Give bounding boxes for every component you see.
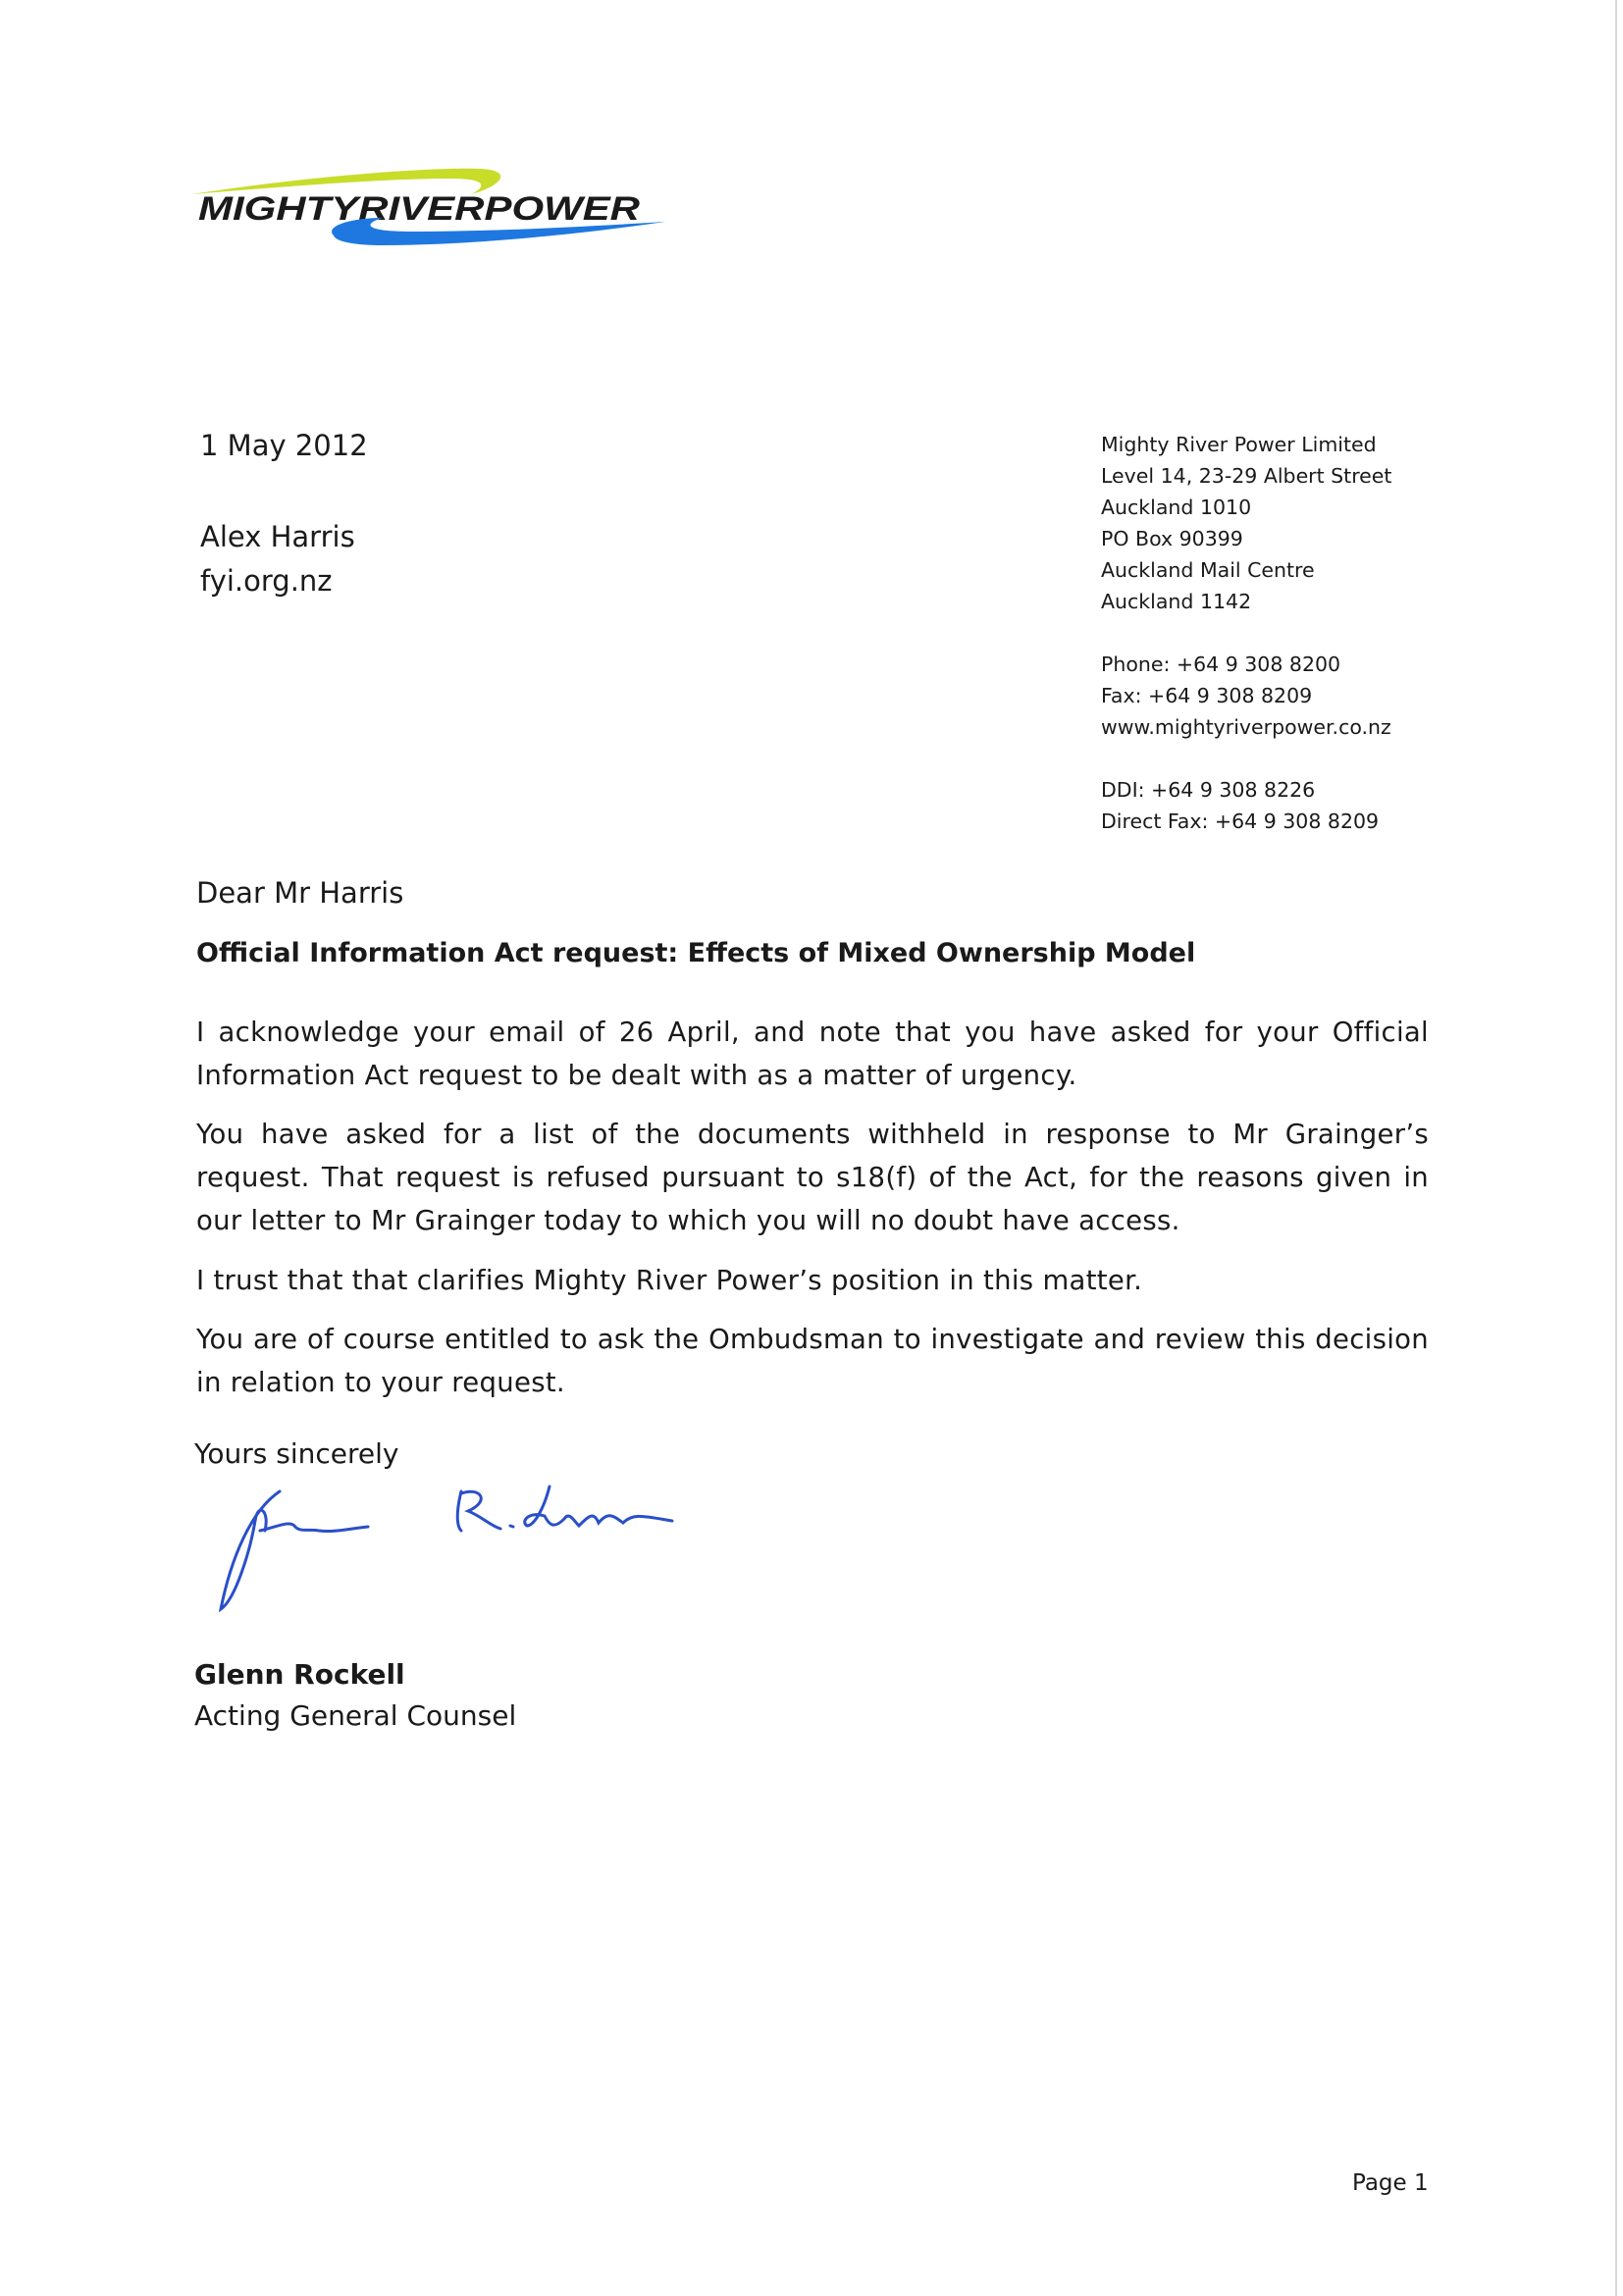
- phone: Phone: +64 9 308 8200: [1101, 652, 1341, 676]
- letter-date: 1 May 2012: [200, 429, 368, 462]
- website: www.mightyriverpower.co.nz: [1101, 715, 1391, 739]
- closing: Yours sincerely: [194, 1437, 399, 1470]
- logo-text: MIGHTYRIVERPOWER: [198, 190, 641, 228]
- body-paragraph: I acknowledge your email of 26 April, and note that you have asked for your Official Information Act request to be dealt with as a matter of urgency.: [196, 1017, 1429, 1091]
- signature: [211, 1472, 692, 1619]
- address-line: PO Box 90399: [1101, 527, 1243, 550]
- address-line: Auckland 1010: [1101, 496, 1252, 519]
- body-paragraph: I trust that that clarifies Mighty River Power’s position in this matter.: [196, 1265, 1143, 1296]
- signatory-name: Glenn Rockell: [194, 1658, 405, 1691]
- recipient-org: fyi.org.nz: [200, 564, 333, 598]
- company-logo: [186, 157, 677, 255]
- sender-address-block: [1101, 429, 1391, 837]
- address-line: Level 14, 23-29 Albert Street: [1101, 464, 1392, 488]
- address-line: Auckland Mail Centre: [1101, 558, 1315, 582]
- salutation: Dear Mr Harris: [196, 876, 404, 910]
- recipient-block: [200, 515, 355, 603]
- page-edge: [1615, 0, 1617, 2296]
- ddi: DDI: +64 9 308 8226: [1101, 778, 1316, 802]
- body-paragraph: You are of course entitled to ask the Ombudsman to investigate and review this decision in relation to your request.: [196, 1324, 1429, 1398]
- recipient-name: Alex Harris: [200, 520, 355, 553]
- address-line: Auckland 1142: [1101, 590, 1252, 613]
- body-paragraph: You have asked for a list of the documents withheld in response to Mr Grainger’s request. That request is refused pursuant to s18(f) of the Act, for the reasons given in our letter to Mr Grainger today to which you will no doubt have access.: [196, 1119, 1429, 1236]
- signatory-title: Acting General Counsel: [194, 1699, 517, 1732]
- fax: Fax: +64 9 308 8209: [1101, 684, 1313, 707]
- subject-line: Official Information Act request: Effects of Mixed Ownership Model: [196, 938, 1196, 968]
- direct-fax: Direct Fax: +64 9 308 8209: [1101, 809, 1380, 833]
- page-number: Page 1: [1352, 2170, 1429, 2196]
- address-line: Mighty River Power Limited: [1101, 433, 1377, 456]
